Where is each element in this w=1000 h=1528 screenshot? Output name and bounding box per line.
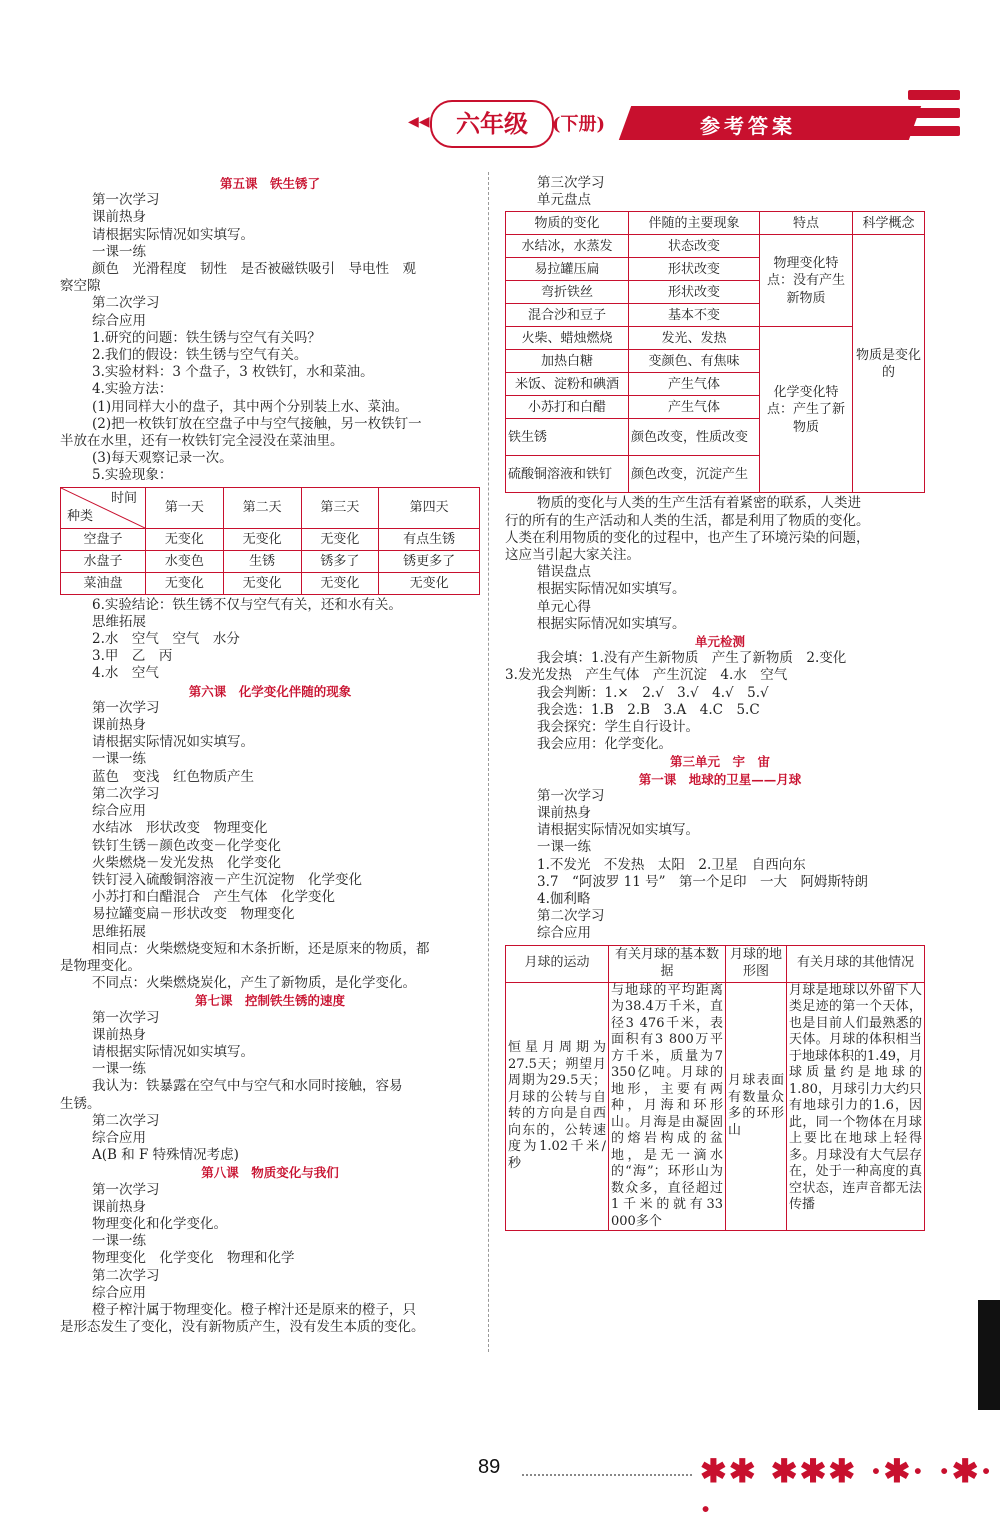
text-line: 第一次学习 [92,699,160,716]
text-line: 第一次学习 [537,787,605,804]
double-arrow-icon: ◀◀ [408,114,430,130]
lesson-6-a [60,700,480,958]
text-line: 易拉罐变扁－形状改变 物理变化 [92,906,295,923]
text-line: 物理变化和化学变化。 [92,1215,227,1232]
table-header: 月球的运动 [506,945,609,982]
table-cell: 锈多了 [301,550,379,572]
text-line: 单元心得 [537,598,591,615]
moon-table [505,945,925,1232]
text-line: 察空隙 [60,278,101,295]
text-line: 6.实验结论：铁生锈不仅与空气有关，还和水有关。 [92,596,402,613]
table-cell: 水变色 [146,550,224,572]
lesson-6-title: 第六课 化学变化伴随的现象 [188,683,352,699]
lesson-5-title: 第五课 铁生锈了 [219,176,320,191]
text-line: 水结冰 形状改变 物理变化 [92,820,268,837]
table-cell: 混合沙和豆子 [506,304,629,327]
table-cell: 变颜色、有焦味 [629,350,760,373]
text-line: 根据实际情况如实填写。 [537,581,686,598]
lesson-6-c [60,975,480,992]
table-header: 特点 [760,212,853,235]
text-line: 1.不发光 不发热 太阳 2.卫星 自西向东 [537,856,806,873]
text-line: 课前热身 [92,1198,146,1215]
table-row [61,528,480,550]
text-line: 1.研究的问题：铁生锈与空气有关吗？ [92,329,321,346]
text-line: 我会判断：1.× 2.√ 3.√ 4.√ 5.√ [537,684,769,701]
lesson-5-a [60,192,480,278]
text-line: 一课一练 [92,243,146,260]
lesson-5-e [60,450,480,484]
table-cell: 菜油盘 [61,572,146,594]
table-cell: 无变化 [379,572,480,594]
text-line: (1)用同样大小的盘子，其中两个分别装上水、菜油。 [92,398,409,415]
text-line: 第三次学习 [537,175,605,191]
text-line: 3.甲 乙 丙 [92,648,173,665]
column-divider [488,172,489,1352]
text-line: 小苏打和白醋混合 产生气体 化学变化 [92,889,335,906]
table-cell: 空盘子 [61,528,146,550]
text-line: 第一次学习 [92,1009,160,1026]
text-line: 不同点：火柴燃烧炭化，产生了新物质，是化学变化。 [92,975,416,992]
table-cell: 水盘子 [61,550,146,572]
table-header: 物质的变化 [506,212,629,235]
text-line: 2.我们的假设：铁生锈与空气有关。 [92,347,308,364]
lesson-7-b [60,1096,480,1113]
table-cell: 小苏打和白醋 [506,396,629,419]
table-row [61,572,480,594]
text-line: 第二次学习 [92,785,160,802]
table-cell: 米饭、淀粉和碘酒 [506,373,629,396]
table-cell: 有点生锈 [379,528,480,550]
text-line: 是形态发生了变化，没有新物质产生，没有发生本质的变化。 [60,1319,425,1336]
text-line: 2.水 空气 空气 水分 [92,631,240,648]
table-cell: 铁生锈 [506,419,629,456]
text-line: 这应当引起大家关注。 [505,547,640,564]
table-cell: 锈更多了 [379,550,480,572]
moon-other-cell: 月球是地球以外留下人类足迹的第一个天体，也是目前人们最熟悉的天体。月球的体积相当于地球体积的1.49，月球质量约是地球的1.80，月球引力大约只有地球引力的1.6，因此，同一个物体在月球上要比在地球上轻得多。月球没有大气层存在，处于一种高度的真空状态，连声音都无法传播 [787,982,925,1231]
fill-answer-2: 3.发光发热 产生气体 产生沉淀 4.水 空气 [505,667,788,684]
moon-lesson-b [505,908,935,942]
text-line: 根据实际情况如实填写。 [537,615,686,632]
lesson-6-b [60,958,480,975]
text-line: 蓝色 变浅 红色物质产生 [92,768,254,785]
star-decoration-icon: ✱✱ ✱✱✱ ·✱· ·✱· · [700,1452,994,1528]
text-line: 一课一练 [92,1233,146,1250]
chemical-change-cell: 化学变化特点：产生了新物质 [760,327,853,493]
table-cell: 易拉罐压扁 [506,258,629,281]
table-cell: 状态改变 [629,235,760,258]
text-line: 我会选：1.B 2.B 3.A 4.C 5.C [537,701,760,718]
text-line: 行的所有的生产活动和人类的生活，都是利用了物质的变化。 [505,512,870,529]
table-cell: 弯折铁丝 [506,281,629,304]
text-line: 课前热身 [92,1026,146,1043]
text-line: 综合应用 [537,925,591,942]
lesson-8-b [60,1319,480,1336]
table-cell: 加热白糖 [506,350,629,373]
text-line: 我会应用：化学变化。 [537,736,672,753]
concept-cell: 物质是变化的 [853,235,925,493]
text-line: 橙子榨汁属于物理变化。橙子榨汁还是原来的橙子，只 [92,1301,416,1318]
table-cell: 产生气体 [629,373,760,396]
table-header: 第四天 [379,487,480,528]
text-line: 半放在水里，还有一枚铁钉完全浸没在菜油里。 [60,433,344,450]
table-cell: 发光、发热 [629,327,760,350]
moon-data-cell: 与地球的平均距离为38.4万千米，直径3 476千米，表面积有3 800万平方千米，质量为7 350亿吨。月球的地形，主要有两种，月海和环形山。月海是由凝固的熔岩构成的盆地，是无一滴水的“海”；环形山为数众多，直径超过1千米的就有33 000多个 [609,982,726,1231]
text-line: 5.实验现象： [92,467,173,484]
text-line: 是物理变化。 [60,957,141,974]
fill-answer-1: 我会填：1.没有产生新物质 产生了新物质 2.变化 [537,650,847,667]
right-column [505,175,935,1233]
text-line: 一课一练 [92,1061,146,1078]
text-line: 4.实验方法： [92,381,173,398]
rust-experiment-table [60,487,480,595]
lesson-5-d [60,433,480,450]
moon-answer-4: 4.伽利略 [537,891,591,908]
text-line: 火柴燃烧－发光发热 化学变化 [92,854,281,871]
text-line: 综合应用 [92,312,146,329]
table-cell: 无变化 [301,528,379,550]
summary-line: 物质的变化与人类的生产生活有着紧密的联系，人类进 [537,495,861,512]
text-line: 4.水 空气 [92,665,159,682]
text-line: 请根据实际情况如实填写。 [92,226,254,243]
table-cell: 生锈 [223,550,301,572]
text-line: 人类在利用物质的变化的过程中，也产生了环境污染的问题， [505,529,870,546]
text-line: 我认为：铁暴露在空气中与空气和水同时接触，容易 [92,1078,403,1095]
text-line: 物理变化 化学变化 物理和化学 [92,1250,295,1267]
stripes-logo-icon [908,90,960,140]
text-line: 第二次学习 [92,1112,160,1129]
lesson-5-f [60,597,480,683]
lesson-5-b [60,278,480,295]
lesson-8-title: 第八课 物质变化与我们 [201,1165,339,1181]
text-line: 第二次学习 [92,295,160,312]
text-line: A(B 和 F 特殊情况考虑) [92,1147,239,1164]
text-line: 错误盘点 [537,564,591,581]
text-line: 单元盘点 [537,192,591,209]
review-heading [505,175,935,209]
unit-3-title: 第三单元 宇 宙 [669,754,770,770]
table-header: 有关月球的基本数据 [609,945,726,982]
lesson-5-c [60,295,480,433]
footer-dots [522,1474,692,1476]
edge-tab [978,1300,1000,1410]
review-items [505,564,935,633]
table-cell: 火柴、蜡烛燃烧 [506,327,629,350]
left-column [60,175,480,1336]
text-line: 第一次学习 [92,1181,160,1198]
table-cell: 颜色改变，沉淀产生 [629,456,760,493]
text-line: 3.实验材料：3 个盘子，3 枚铁钉，水和菜油。 [92,364,374,381]
text-line: 第二次学习 [537,908,605,925]
test-answers [505,685,935,754]
lesson-8-a [60,1182,480,1320]
text-line: 综合应用 [92,1129,146,1146]
text-line: 请根据实际情况如实填写。 [92,1043,254,1060]
table-header: 科学概念 [853,212,925,235]
moon-answer-3: 3.7 “阿波罗 11 号” 第一个足印 一大 阿姆斯特朗 [537,873,869,890]
text-line: 颜色 光滑程度 韧性 是否被磁铁吸引 导电性 观 [92,261,416,278]
table-cell: 产生气体 [629,396,760,419]
table-corner-cell: 时间 种类 [61,487,146,528]
text-line: 相同点：火柴燃烧变短和木条折断，还是原来的物质，都 [92,940,430,957]
table-header: 第三天 [301,487,379,528]
table-cell: 基本不变 [629,304,760,327]
text-line: (3)每天观察记录一次。 [92,450,233,467]
volume-label: (下册) [552,114,606,135]
material-change-table [505,211,925,493]
lesson-7-a [60,1010,480,1096]
table-header: 有关月球的其他情况 [787,945,925,982]
table-row [61,550,480,572]
text-line: 思维拓展 [92,923,146,940]
table-cell: 形状改变 [629,281,760,304]
text-line: 请根据实际情况如实填写。 [537,822,699,839]
text-line: 第一次学习 [92,192,160,209]
table-cell: 水结冰，水蒸发 [506,235,629,258]
unit-test-title: 单元检测 [694,634,745,650]
text-line: 课前热身 [92,717,146,734]
section-title: 参考答案 [700,114,796,138]
text-line: 生锈。 [60,1095,101,1112]
text-line: 铁钉浸入硫酸铜溶液－产生沉淀物 化学变化 [92,871,362,888]
moon-motion-cell: 恒星月周期为27.5天；朔望月周期为29.5天；月球的公转与自转的方向是自西向东的，公转速度为1.02千米/秒 [506,982,609,1231]
text-line: 我会探究：学生自行设计。 [537,719,699,736]
table-header: 伴随的主要现象 [629,212,760,235]
moon-terrain-cell: 月球表面有数量众多的环形山 [726,982,787,1231]
unit-3-lesson-1-title: 第一课 地球的卫星——月球 [638,771,802,787]
text-line: 综合应用 [92,803,146,820]
text-line: 铁钉生锈－颜色改变－化学变化 [92,837,281,854]
text-line: 请根据实际情况如实填写。 [92,734,254,751]
text-line: 第二次学习 [92,1267,160,1284]
table-row [506,235,925,258]
table-cell: 硫酸铜溶液和铁钉 [506,456,629,493]
page-header [400,88,960,150]
lesson-7-title: 第七课 控制铁生锈的速度 [194,993,345,1009]
page-number: 89 [478,1456,501,1478]
table-cell: 无变化 [223,528,301,550]
text-line: 课前热身 [92,209,146,226]
table-header: 第二天 [223,487,301,528]
moon-lesson-a [505,788,935,874]
text-line: 一课一练 [537,839,591,856]
table-cell: 无变化 [146,572,224,594]
grade-badge: 六年级 [430,100,554,148]
table-header: 月球的地形图 [726,945,787,982]
lesson-7-c [60,1113,480,1165]
table-cell: 无变化 [223,572,301,594]
text-line: 课前热身 [537,805,591,822]
text-line: (2)把一枚铁钉放在空盘子中与空气接触，另一枚铁钉一 [92,415,422,432]
summary-text [505,513,935,565]
table-cell: 形状改变 [629,258,760,281]
table-cell: 颜色改变，性质改变 [629,419,760,456]
text-line: 综合应用 [92,1284,146,1301]
table-cell: 无变化 [301,572,379,594]
text-line: 一课一练 [92,751,146,768]
table-header: 第一天 [146,487,224,528]
text-line: 思维拓展 [92,613,146,630]
physical-change-cell: 物理变化特点：没有产生新物质 [760,235,853,327]
table-cell: 无变化 [146,528,224,550]
